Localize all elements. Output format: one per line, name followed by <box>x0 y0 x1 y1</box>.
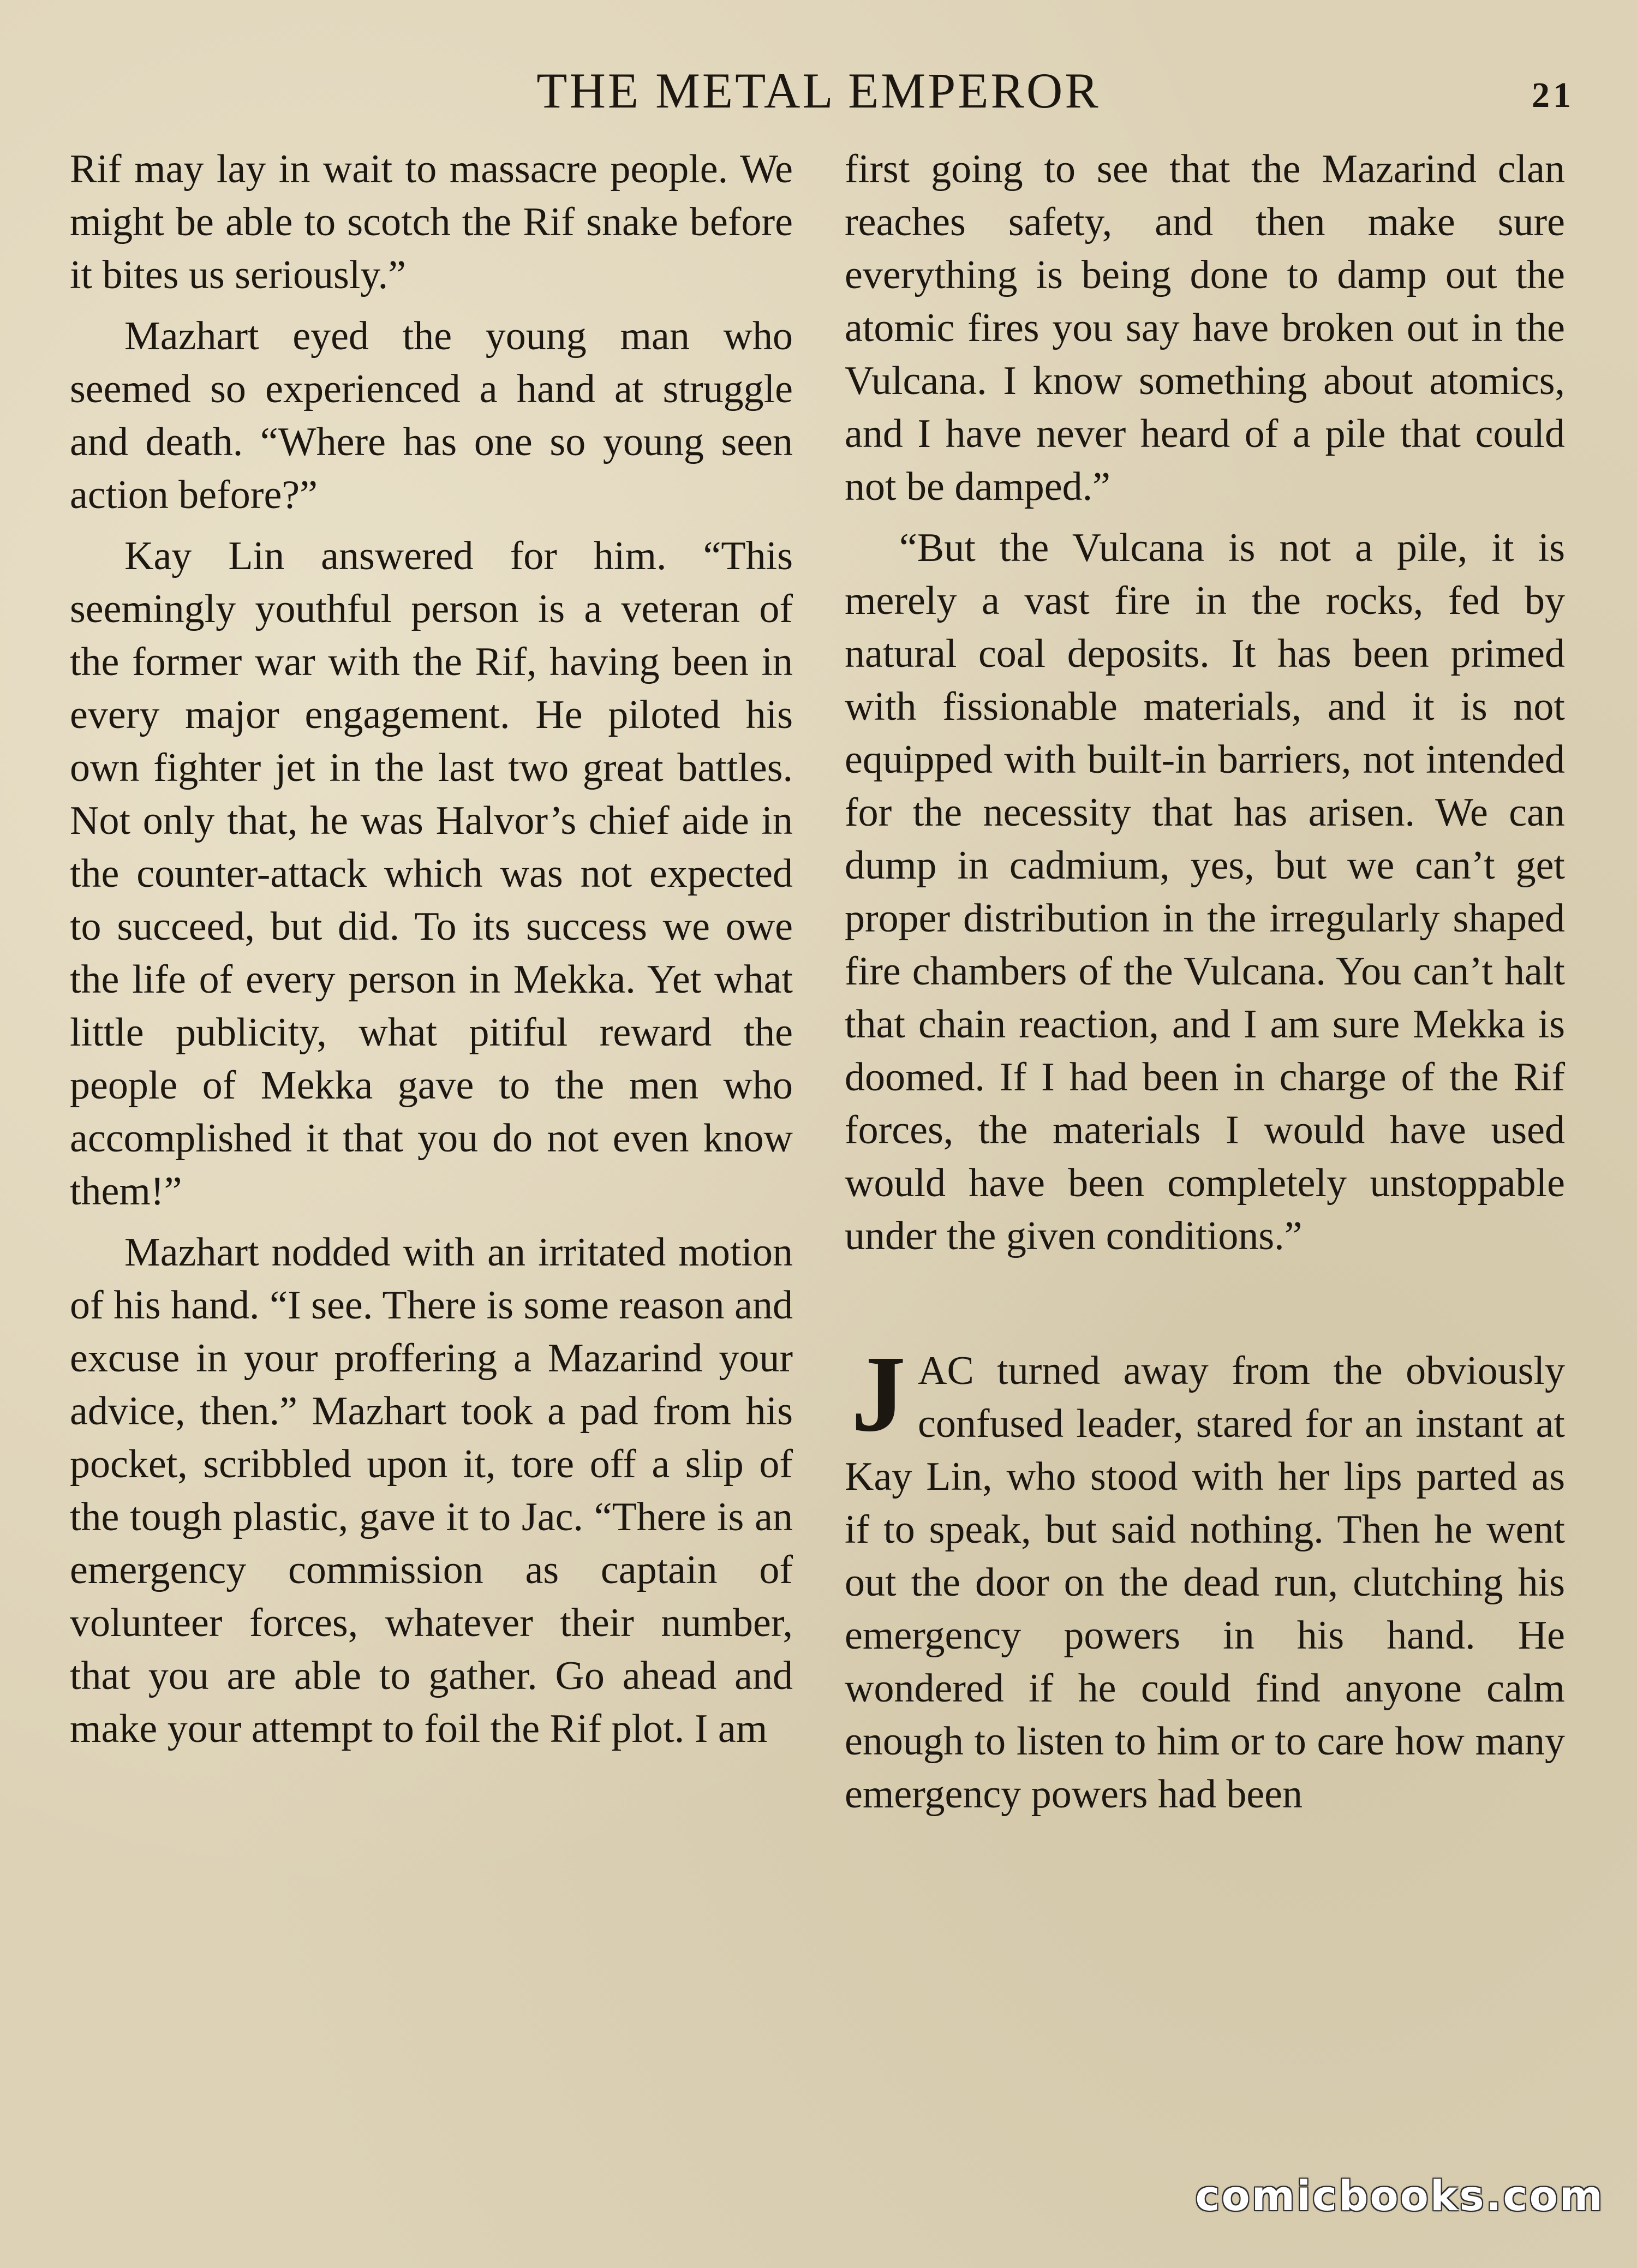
paragraph: “But the Vulcana is not a pile, it is merely a vast fire in the rocks, fed by natural coal deposits. It has been primed with fissionable materials, and it is not equipped with built-in barriers, not intended for the necessity that has arisen. We can dump in cadmium, yes, but we can’t get proper distribution in the irregularly shaped fire chambers of the Vulcana. You can’t halt that chain reaction, and I am sure Mekka is doomed. If I had been in charge of the Rif forces, the materials I would have used would have been completely unstoppable under the given conditions.” <box>845 526 1565 1258</box>
drop-cap: J <box>851 1334 906 1454</box>
paragraph: Mazhart nodded with an irritated motion of his hand. “I see. There is some reason and excuse in your proffering a Mazarind your advice, then.” Mazhart took a pad from his pocket, scribbled upon it, tore off a slip of the tough plastic, gave it to Jac. “There is an emergency commission as captain of volunteer forces, whatever their number, that you are able to gather. Go ahead and make your attempt to foil the Rif plot. I am <box>70 1230 793 1751</box>
dropcap-paragraph-text: AC turned away from the obviously confused leader, stared for an instant at Kay Lin, who stood with her lips parted as if to speak, but said nothing. Then he went out the door on the dead run, clutching his emergency powers in his hand. He wondered if he could find anyone calm enough to listen to him or to care how many emergency powers had been <box>845 1348 1565 1817</box>
right-column <box>845 143 1565 1829</box>
running-head <box>0 52 1637 117</box>
paragraph: first going to see that the Mazarind clan reaches safety, and then make sure everything is being done to damp out the atomic fires you say have broken out in the Vulcana. I know something about atomics, and I have never heard of a pile that could not be damped.” <box>845 147 1565 509</box>
left-column <box>70 143 793 1764</box>
dropcap-paragraph <box>845 1334 1565 1821</box>
running-title: THE METAL EMPEROR <box>536 63 1101 118</box>
page-number: 21 <box>1532 75 1574 115</box>
paragraph: Rif may lay in wait to massacre people. We might be able to scotch the Rif snake before it bites us seriously.” <box>70 147 793 297</box>
paragraph: Kay Lin answered for him. “This seemingly youthful person is a veteran of the former war with the Rif, having been in every major engagement. He piloted his own fighter jet in the last two great battles. Not only that, he was Halvor’s chief aide in the counter-attack which was not expected to succeed, but did. To its success we owe the life of every person in Mekka. Yet what little publicity, what pitiful reward the people of Mekka gave to the men who accomplished it that you do not even know them!” <box>70 534 793 1214</box>
watermark: comicbooks.com <box>1195 2171 1604 2220</box>
paragraph: Mazhart eyed the young man who seemed so experienced a hand at struggle and death. “Where has one so young seen action before?” <box>70 314 793 517</box>
